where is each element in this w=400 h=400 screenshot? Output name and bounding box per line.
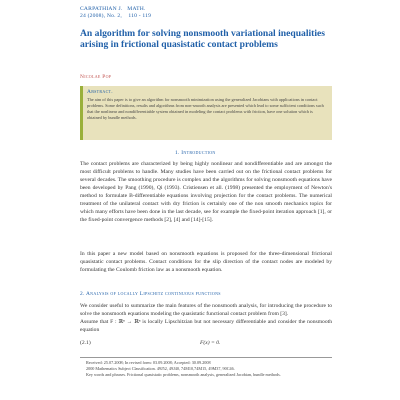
equation-body: F(x) = 0. xyxy=(200,340,221,346)
section-2-title: 2. Analysis of locally Lipschitz continuous functions xyxy=(80,291,221,297)
section-1-paragraph-2: In this paper a new model based on nonsmooth equations is proposed for the three-dimensional frictional quasistatic contact problems. Contact conditions for the slip direction of the contact nodes are modeled by formulating the Coulomb friction law as a nonsmooth equation. xyxy=(80,251,332,273)
equation-number: (2.1) xyxy=(80,340,91,346)
footnote-received: Received: 25.07.2008; In revised form: 03.09.2008; Accepted: 30.09.2008 xyxy=(86,360,211,365)
section-1-paragraph-1: The contact problems are characterized by being highly nonlinear and nondifferentiable and are amongst the most difficult problems to handle. Many studies have been carried out on the frictional contact problems for several decades. The smoothing procedure is complex and the algorithms for solving nonsmooth equations have been developed by Pang (1990), Qi (1993). Cristiensen et all. (1998) presented the employment of Newton's method to formulate B-differentiable equations involving projection for the contact problems. The numerical treatment of the unilateral contact with dry friction is certainly one of the non smooth mechanics topics for which many efforts have been done in the last decade, see for example the fixed-point iteration approach [1], or the fixed-point convergence methods [2], [4] and [14]-[15]. xyxy=(80,161,332,223)
abstract-box xyxy=(80,86,332,140)
section-2-paragraph-1: We consider useful to summarize the main features of the nonsmooth analysis, for introducing the procedure to solve the nonsmooth equations modeling the quasistatic functional contact problem from [3]. xyxy=(80,303,332,317)
section-2-body xyxy=(80,302,332,334)
paper-author: Nicolae Pop xyxy=(80,74,112,80)
journal-header xyxy=(80,6,151,20)
footnote-classification: 2000 Mathematics Subject Classification. 49J52, 49J40, 74M10,74M15, 49M37, 90C46. xyxy=(86,365,235,371)
abstract-heading: Abstract. xyxy=(87,89,113,95)
footnotes xyxy=(80,357,332,377)
journal-issue: 24 (2008), No. 2, 110 - 119 xyxy=(80,13,152,19)
paper-title: An algorithm for solving nonsmooth variational inequalities arising in frictional quasistatic contact problems xyxy=(80,28,326,50)
journal-name: CARPATHIAN J. MATH. xyxy=(80,6,146,12)
section-1-title: 1. Introduction xyxy=(175,150,216,156)
footnote-keywords: Key words and phrases. Frictional quasistatic problems, nonsmooth analysis, generalized Jacobian, bundle methods. xyxy=(86,371,281,377)
section-2-paragraph-2: Assume that F : ℝⁿ → ℝⁿ is locally Lipschitzian but not necessary differentiable and consider the nonsmooth equation xyxy=(80,319,332,333)
abstract-text: The aim of this paper is to give an algorithm for nonsmooth minimization using the generalized Jacobians with applications in contact problems. Some definitions, results and algorithms from non-smooth analysis are presented which lead to some sufficient conditions such that the nonlinear and nondifferentiable system obtained in modeling the contact problems with friction, have one solution which is obtained by bundle methods. xyxy=(87,97,324,120)
equation-2-1 xyxy=(80,340,332,349)
